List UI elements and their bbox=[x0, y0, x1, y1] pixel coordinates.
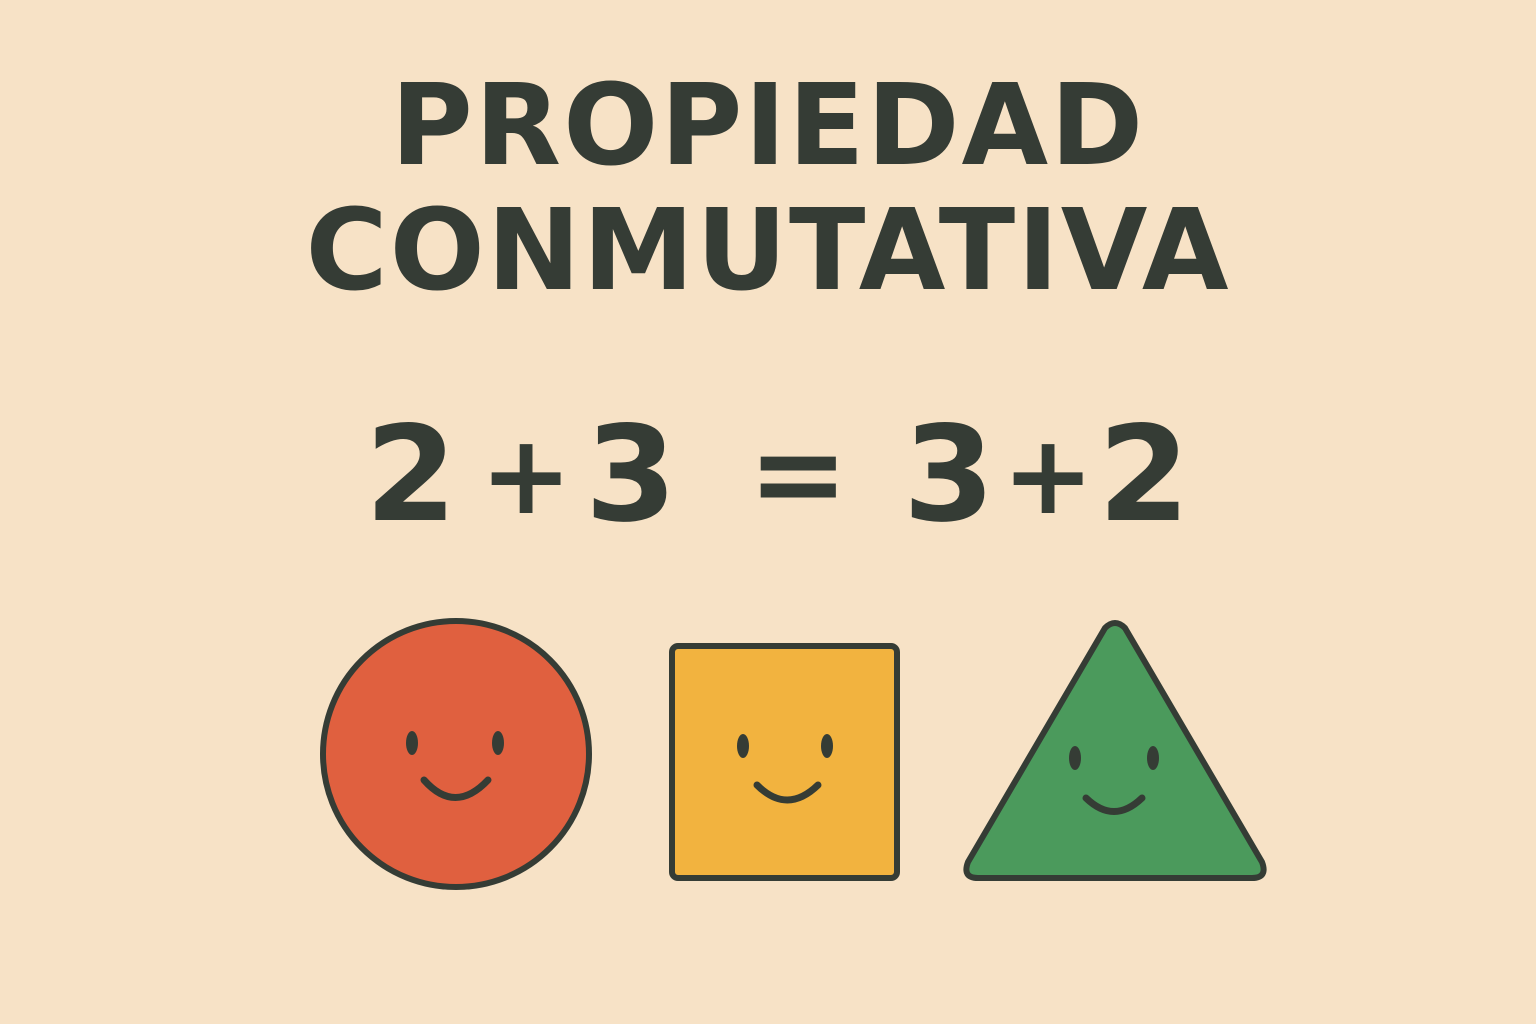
equation bbox=[0, 398, 1536, 552]
smiling-triangle-icon bbox=[966, 623, 1263, 878]
equation-equals-sign: = bbox=[748, 405, 849, 544]
shapes-illustration bbox=[0, 610, 1536, 910]
equation-right-second-number: 2 bbox=[1098, 398, 1190, 552]
shapes-row bbox=[0, 610, 1536, 910]
equation-left-plus-sign: + bbox=[480, 411, 573, 539]
equation-right-plus-sign: + bbox=[1002, 411, 1095, 539]
smiling-square-icon bbox=[672, 646, 897, 878]
smiling-circle-icon bbox=[323, 621, 589, 887]
page-title-line-2: CONMUTATIVA bbox=[305, 186, 1231, 316]
equation-left-first-number: 2 bbox=[365, 398, 457, 552]
equation-left-second-number: 3 bbox=[585, 398, 677, 552]
equation-right-first-number: 3 bbox=[903, 398, 995, 552]
page-title-line-1: PROPIEDAD bbox=[390, 61, 1146, 191]
